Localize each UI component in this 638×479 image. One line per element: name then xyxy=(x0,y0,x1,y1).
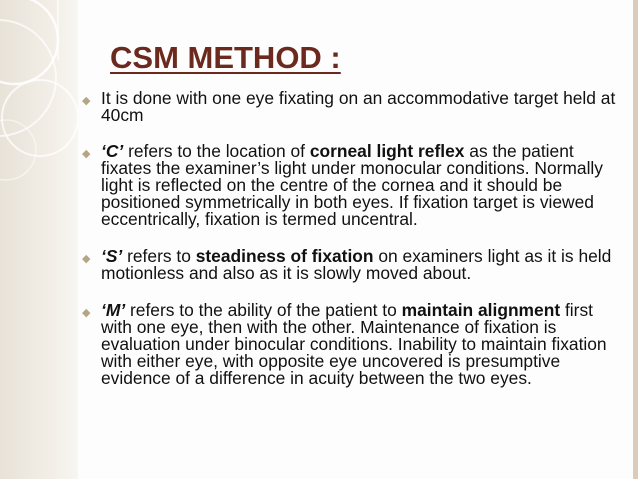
bullet-item-maintained xyxy=(78,302,623,387)
bullet-keyword: maintain alignment xyxy=(401,300,561,320)
slide-title: CSM METHOD : xyxy=(110,40,341,75)
right-accent-bar xyxy=(633,0,638,479)
bullet-text: as the patient fixates the examiner’s light under monocular conditions. Normally light is reflected on the centre of the cornea and it should be positioned symmetrically in both eyes. If fixation target is viewed eccentrically, fixation is termed uncentral. xyxy=(101,141,603,229)
bullet-text: on examiners light as it is held motionless and also as it is slowly moved about. xyxy=(101,246,612,283)
bullet-symbol: ‘S’ xyxy=(101,246,123,266)
bullet-item-fixation-target xyxy=(78,90,623,124)
diamond-bullet-icon: ◆ xyxy=(82,95,91,107)
diamond-bullet-icon: ◆ xyxy=(82,307,91,319)
bullet-keyword: corneal light reflex xyxy=(309,141,465,161)
diamond-bullet-icon: ◆ xyxy=(82,148,91,160)
bullet-text: refers to the location of xyxy=(123,141,310,161)
bullet-text: refers to xyxy=(122,246,196,266)
bullet-text: It is done with one eye fixating on an accommodative target held at 40cm xyxy=(101,88,616,125)
bullet-text: refers to the ability of the patient to xyxy=(125,300,402,320)
bullet-list xyxy=(78,84,623,387)
diamond-bullet-icon: ◆ xyxy=(82,253,91,265)
bullet-text: first with one eye, then with the other. Maintenance of fixation is evaluation under binocular conditions. Inability to maintain fixation with either eye, with opposite eye uncovered is presumptive evidence of a difference in acuity between the two eyes. xyxy=(101,300,607,388)
circle-ornament-icon xyxy=(0,0,78,479)
bullet-item-steady xyxy=(78,248,623,282)
bullet-item-central xyxy=(78,143,623,228)
bullet-symbol: ‘M’ xyxy=(101,300,126,320)
left-decorative-band xyxy=(0,0,78,479)
bullet-symbol: ‘C’ xyxy=(101,141,124,161)
bullet-keyword: steadiness of fixation xyxy=(195,246,374,266)
